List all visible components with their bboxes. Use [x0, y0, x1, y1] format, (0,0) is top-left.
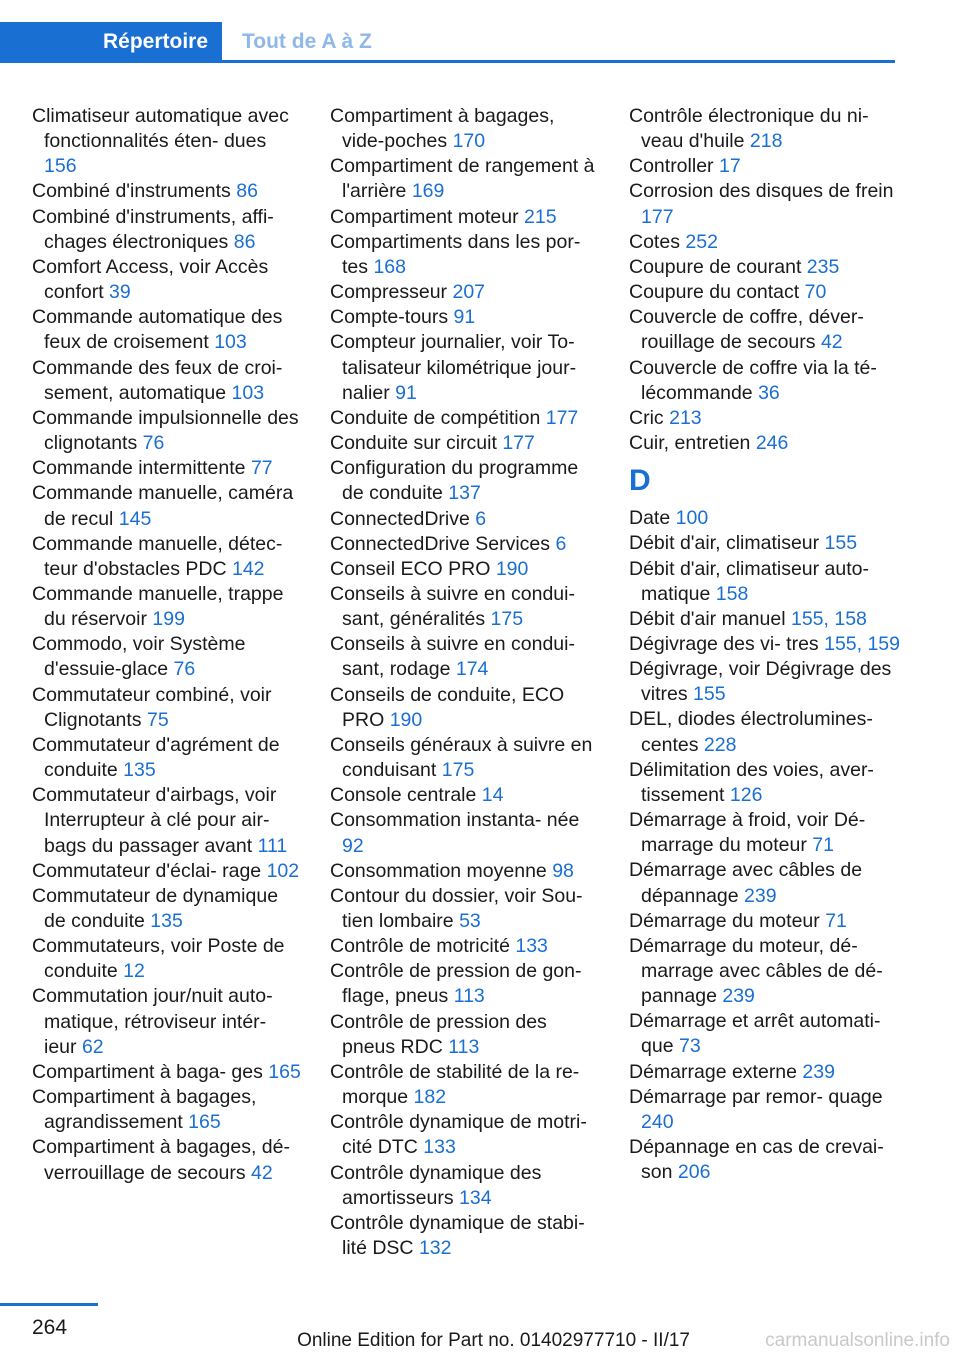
index-term: Dégivrage, voir Dégivrage des vitres — [629, 658, 892, 706]
index-entry — [330, 104, 602, 154]
page-reference-link[interactable]: 177 — [502, 432, 535, 455]
page-reference-link[interactable]: 39 — [109, 281, 131, 304]
index-entry — [330, 783, 602, 808]
index-term: Consommation moyenne — [330, 859, 547, 882]
index-term: Démarrage externe — [629, 1060, 797, 1083]
index-entry — [629, 632, 901, 657]
page-reference-link[interactable]: 246 — [755, 432, 789, 455]
edition-note: Online Edition for Part no. 01402977710 - II/17 — [297, 1330, 690, 1351]
index-term: Compresseur — [330, 281, 448, 304]
index-term: Contrôle dynamique des amortisseurs — [330, 1161, 542, 1209]
page-reference-link[interactable]: 71 — [825, 909, 847, 932]
page-reference-link[interactable]: 126 — [729, 783, 763, 806]
index-term: Compte-tours — [330, 306, 449, 329]
index-entry — [330, 683, 602, 733]
index-entry — [330, 305, 602, 330]
index-entry — [32, 683, 304, 733]
index-term: Commande manuelle, caméra de recul — [32, 482, 294, 530]
page-reference-link[interactable]: 177 — [545, 406, 579, 429]
page-reference-link[interactable]: 76 — [142, 432, 165, 455]
page-reference-link[interactable]: 215 — [524, 205, 557, 228]
page-reference-link[interactable]: 113 — [453, 985, 485, 1008]
index-entry — [32, 356, 304, 406]
index-term: Cric — [629, 406, 664, 429]
page-reference-link[interactable]: 142 — [231, 557, 265, 580]
index-term: Compartiment à baga- ges — [32, 1060, 263, 1083]
index-entry — [32, 104, 304, 179]
index-column-1 — [32, 104, 304, 1186]
index-entry — [32, 179, 304, 204]
index-term: Commande impulsionnelle des clignotants — [32, 406, 299, 455]
index-entry — [629, 506, 901, 531]
index-entry — [629, 557, 901, 607]
index-term: Comfort Access, voir Accès confort — [32, 255, 269, 304]
index-entry — [629, 1009, 901, 1059]
page-reference-link[interactable]: 42 — [251, 1161, 273, 1184]
index-entry — [330, 280, 602, 305]
index-term: Commutateur d'agrément de conduite — [32, 733, 280, 782]
index-term: Compartiment à bagages, agrandissement — [32, 1086, 257, 1134]
index-term: Conseils généraux à suivre en conduisant — [330, 733, 593, 782]
index-term: Contrôle de pression des pneus RDC — [330, 1010, 547, 1058]
page-reference-link[interactable]: 14 — [481, 784, 504, 807]
page-reference-link[interactable]: 133 — [515, 935, 548, 958]
index-term: Démarrage du moteur, dé- marrage avec câbles de dé- pannage — [629, 934, 883, 1008]
page-reference-link[interactable]: 182 — [413, 1086, 447, 1109]
index-entry — [629, 934, 901, 1009]
index-term: Démarrage à froid, voir Dé- marrage du moteur — [629, 809, 866, 857]
index-entry — [32, 783, 304, 858]
page-reference-link[interactable]: 207 — [452, 281, 486, 304]
index-term: Cuir, entretien — [629, 432, 751, 455]
index-column-2 — [330, 104, 602, 1261]
top-navigation — [0, 0, 960, 64]
page-reference-link[interactable]: 155, 159 — [824, 632, 900, 655]
page-reference-link[interactable]: 103 — [214, 331, 247, 354]
index-entry — [330, 154, 602, 204]
page-reference-link[interactable]: 70 — [804, 281, 827, 304]
page-reference-link[interactable]: 155, 158 — [790, 607, 867, 630]
page-reference-link[interactable]: 155 — [693, 683, 726, 706]
index-entry — [629, 657, 901, 707]
index-term: Commande intermittente — [32, 457, 246, 480]
page-reference-link[interactable]: 75 — [146, 708, 169, 731]
page-reference-link[interactable]: 228 — [703, 733, 737, 756]
page-reference-link[interactable]: 239 — [722, 985, 755, 1008]
index-term: Démarrage du moteur — [629, 909, 820, 932]
index-entry — [330, 456, 602, 506]
page-reference-link[interactable]: 199 — [152, 608, 185, 631]
page-reference-link[interactable]: 53 — [459, 910, 481, 932]
index-term: Dégivrage des vi- tres — [629, 632, 819, 655]
index-entry — [629, 909, 901, 934]
index-entry — [32, 532, 304, 582]
index-term: Contrôle de stabilité de la re- morque — [330, 1060, 580, 1109]
index-term: Date — [629, 507, 671, 530]
index-term: Débit d'air, climatiseur — [629, 532, 820, 555]
page-reference-link[interactable]: 190 — [495, 557, 529, 580]
index-entry — [330, 1010, 602, 1060]
page-reference-link[interactable]: 100 — [675, 507, 709, 530]
index-entry — [629, 1085, 901, 1135]
index-entry — [330, 230, 602, 280]
page-reference-link[interactable]: 86 — [236, 180, 258, 203]
index-entry — [629, 104, 901, 154]
index-entry — [32, 1060, 304, 1085]
section-letter: D — [629, 464, 651, 498]
index-entry — [629, 707, 901, 757]
index-term: Conseil ECO PRO — [330, 557, 491, 580]
index-term: Démarrage avec câbles de dépannage — [629, 859, 863, 907]
index-entry — [629, 431, 901, 456]
page-reference-link[interactable]: 6 — [555, 532, 567, 555]
index-entry — [330, 582, 602, 632]
index-entry — [629, 305, 901, 355]
index-term: ConnectedDrive — [330, 507, 470, 530]
index-entry — [330, 1211, 602, 1261]
index-entry — [32, 1085, 304, 1135]
index-entry — [629, 179, 901, 229]
index-term: Débit d'air, climatiseur auto- matique — [629, 557, 869, 605]
index-entry — [629, 356, 901, 406]
index-term: Combiné d'instruments — [32, 180, 231, 203]
page-reference-link[interactable]: 86 — [233, 230, 256, 253]
index-entry — [32, 884, 304, 934]
index-entry — [32, 481, 304, 531]
page-reference-link[interactable]: 218 — [749, 130, 783, 153]
index-entry — [330, 532, 602, 557]
index-entry — [629, 230, 901, 255]
index-entry — [629, 1060, 901, 1085]
index-term: Commutateur combiné, voir Clignotants — [32, 683, 272, 731]
page-reference-link[interactable]: 165 — [268, 1060, 301, 1083]
page-reference-link[interactable]: 113 — [448, 1035, 480, 1058]
page-reference-link[interactable]: 137 — [448, 482, 481, 505]
index-term: Commutateur d'airbags, voir Interrupteur à clé pour air- bags du passager avant — [32, 784, 277, 857]
index-entry — [330, 507, 602, 532]
index-entry — [330, 959, 602, 1009]
index-entry — [32, 632, 304, 682]
index-term: Coupure de courant — [629, 255, 802, 278]
index-term: Compartiment moteur — [330, 205, 519, 228]
index-term: Conduite de compétition — [330, 406, 541, 429]
index-term: Cotes — [629, 230, 680, 253]
page-reference-link[interactable]: 92 — [342, 834, 364, 857]
index-entry — [629, 1135, 901, 1185]
index-term: Commande des feux de croi- sement, automatique — [32, 356, 283, 404]
index-entry — [629, 531, 901, 556]
header-divider — [0, 60, 895, 63]
index-term: Compteur journalier, voir To- talisateur kilométrique jour- nalier — [330, 331, 577, 404]
page-reference-link[interactable]: 134 — [459, 1186, 492, 1209]
index-term: Commande manuelle, trappe du réservoir — [32, 582, 284, 631]
footer-divider — [0, 1303, 98, 1306]
page-reference-link[interactable]: 6 — [475, 507, 487, 530]
index-entry — [330, 205, 602, 230]
index-entry — [330, 733, 602, 783]
page-reference-link[interactable]: 239 — [802, 1060, 835, 1083]
index-term: Commutation jour/nuit auto- matique, rétroviseur intér- ieur — [32, 985, 273, 1058]
index-term: Commutateur de dynamique de conduite — [32, 884, 279, 932]
index-entry — [32, 984, 304, 1059]
page-reference-link[interactable]: 62 — [81, 1035, 104, 1058]
page-reference-link[interactable]: 235 — [806, 255, 840, 278]
index-entry — [32, 255, 304, 305]
page-reference-link[interactable]: 190 — [389, 708, 423, 731]
index-term: Coupure du contact — [629, 281, 800, 304]
index-entry — [629, 858, 901, 908]
index-term: Combiné d'instruments, affi- chages électroniques — [32, 205, 274, 253]
page-reference-link[interactable]: 175 — [441, 759, 475, 782]
index-entry — [32, 1135, 304, 1185]
index-entry — [32, 733, 304, 783]
page-reference-link[interactable]: 17 — [718, 155, 741, 178]
index-term: Controller — [629, 155, 714, 178]
index-term: Commutateur d'éclai- rage — [32, 859, 262, 882]
page-reference-link[interactable]: 98 — [552, 859, 574, 882]
index-entry — [32, 582, 304, 632]
page-reference-link[interactable]: 169 — [411, 180, 445, 203]
index-term: Contrôle de pression de gon- flage, pneus — [330, 960, 582, 1008]
page-reference-link[interactable]: 103 — [231, 381, 265, 404]
page-reference-link[interactable]: 76 — [173, 658, 196, 681]
index-term: Consommation instanta- née — [330, 809, 580, 832]
index-term: Contrôle dynamique de stabi- lité DSC — [330, 1211, 585, 1260]
page-reference-link[interactable]: 91 — [395, 381, 417, 404]
index-term: Contrôle dynamique de motri- cité DTC — [330, 1111, 587, 1159]
page-reference-link[interactable]: 77 — [250, 457, 273, 480]
page-reference-link[interactable]: 12 — [123, 960, 145, 983]
page-reference-link[interactable]: 155 — [824, 532, 858, 555]
page-reference-link[interactable]: 111 — [257, 834, 288, 857]
index-term: Compartiment à bagages, vide-poches — [330, 105, 555, 153]
index-term: Commodo, voir Système d'essuie-glace — [32, 633, 246, 681]
index-entry — [629, 758, 901, 808]
page-reference-link[interactable]: 156 — [44, 155, 77, 178]
index-entry — [32, 456, 304, 481]
index-entry — [330, 557, 602, 582]
page-reference-link[interactable]: 36 — [758, 381, 780, 404]
index-term: Conseils de conduite, ECO PRO — [330, 683, 565, 731]
watermark: carmanualsonline.info — [765, 1330, 950, 1351]
page-reference-link[interactable]: 239 — [744, 884, 777, 907]
index-term: Démarrage et arrêt automati- que — [629, 1010, 881, 1058]
page-reference-link[interactable]: 177 — [641, 205, 674, 228]
page-reference-link[interactable]: 102 — [266, 859, 300, 882]
index-entry — [629, 406, 901, 431]
index-entry — [330, 884, 602, 934]
tab-tout-de-a-a-z[interactable]: Tout de A à Z — [242, 30, 372, 53]
index-term: Contour du dossier, voir Sou- tien lombaire — [330, 884, 583, 932]
page-reference-link[interactable]: 132 — [418, 1237, 452, 1260]
page-reference-link[interactable]: 168 — [373, 255, 406, 278]
index-term: ConnectedDrive Services — [330, 532, 551, 555]
page-number: 264 — [32, 1316, 68, 1339]
index-term: Conseils à suivre en condui- sant, rodage — [330, 633, 575, 681]
page-reference-link[interactable]: 73 — [678, 1035, 701, 1058]
index-entry — [629, 808, 901, 858]
index-entry — [330, 859, 602, 884]
index-entry — [629, 280, 901, 305]
index-entry — [629, 255, 901, 280]
index-entry — [32, 205, 304, 255]
page-reference-link[interactable]: 206 — [677, 1161, 711, 1184]
page-reference-link[interactable]: 213 — [669, 406, 702, 429]
index-entry — [629, 607, 901, 632]
page-reference-link[interactable]: 133 — [423, 1136, 456, 1159]
index-term: Console centrale — [330, 784, 477, 807]
page-reference-link[interactable]: 135 — [123, 759, 156, 782]
index-entry — [629, 154, 901, 179]
index-term: Compartiment à bagages, dé- verrouillage de secours — [32, 1136, 290, 1184]
index-entry — [32, 406, 304, 456]
index-term: Compartiment de rangement à l'arrière — [330, 155, 595, 203]
page-reference-link[interactable]: 145 — [118, 507, 152, 530]
index-term: Dépannage en cas de crevai- son — [629, 1136, 884, 1184]
index-term: Climatiseur automatique avec fonctionnalités éten- dues — [32, 105, 289, 153]
page-reference-link[interactable]: 252 — [685, 230, 718, 253]
index-term: Couvercle de coffre, déver- rouillage de secours — [629, 306, 864, 354]
index-term: Contrôle de motricité — [330, 935, 510, 958]
index-term: Contrôle électronique du ni- veau d'huile — [629, 105, 869, 153]
index-entry — [330, 1060, 602, 1110]
index-entry — [330, 406, 602, 431]
index-column-3 — [629, 104, 901, 1185]
index-term: Débit d'air manuel — [629, 607, 786, 630]
index-term: Délimitation des voies, aver- tissement — [629, 758, 874, 806]
index-entry — [32, 934, 304, 984]
page-reference-link[interactable]: 170 — [452, 130, 486, 153]
index-entry — [330, 431, 602, 456]
index-entry — [330, 808, 602, 858]
page-reference-link[interactable]: 42 — [820, 331, 843, 354]
index-term: Conduite sur circuit — [330, 432, 497, 455]
page-reference-link[interactable]: 165 — [188, 1111, 221, 1134]
index-term: Commande manuelle, détec- teur d'obstacles PDC — [32, 532, 283, 580]
index-term: Corrosion des disques de frein — [629, 180, 894, 203]
page-reference-link[interactable]: 71 — [812, 834, 834, 857]
page-reference-link[interactable]: 174 — [455, 658, 489, 681]
index-term: DEL, diodes électrolumines- centes — [629, 708, 873, 756]
tab-repertoire[interactable]: Répertoire — [0, 22, 222, 62]
page-reference-link[interactable]: 240 — [641, 1110, 674, 1133]
page-reference-link[interactable]: 158 — [715, 582, 749, 605]
index-entry — [330, 934, 602, 959]
index-term: Configuration du programme de conduite — [330, 457, 579, 505]
page-reference-link[interactable]: 175 — [490, 608, 524, 631]
page-reference-link[interactable]: 91 — [453, 306, 476, 329]
index-entry — [32, 305, 304, 355]
index-entry — [330, 1110, 602, 1160]
index-term: Couvercle de coffre via la té- lécommande — [629, 356, 877, 404]
index-term: Compartiments dans les por- tes — [330, 230, 581, 278]
index-term: Conseils à suivre en condui- sant, généralités — [330, 582, 575, 631]
index-entry — [32, 859, 304, 884]
index-term: Démarrage par remor- quage — [629, 1085, 883, 1108]
index-entry — [330, 330, 602, 405]
index-entry — [330, 632, 602, 682]
index-entry — [330, 1161, 602, 1211]
index-term: Commande automatique des feux de croisement — [32, 306, 283, 354]
page-reference-link[interactable]: 135 — [150, 910, 183, 932]
index-term: Commutateurs, voir Poste de conduite — [32, 935, 285, 983]
